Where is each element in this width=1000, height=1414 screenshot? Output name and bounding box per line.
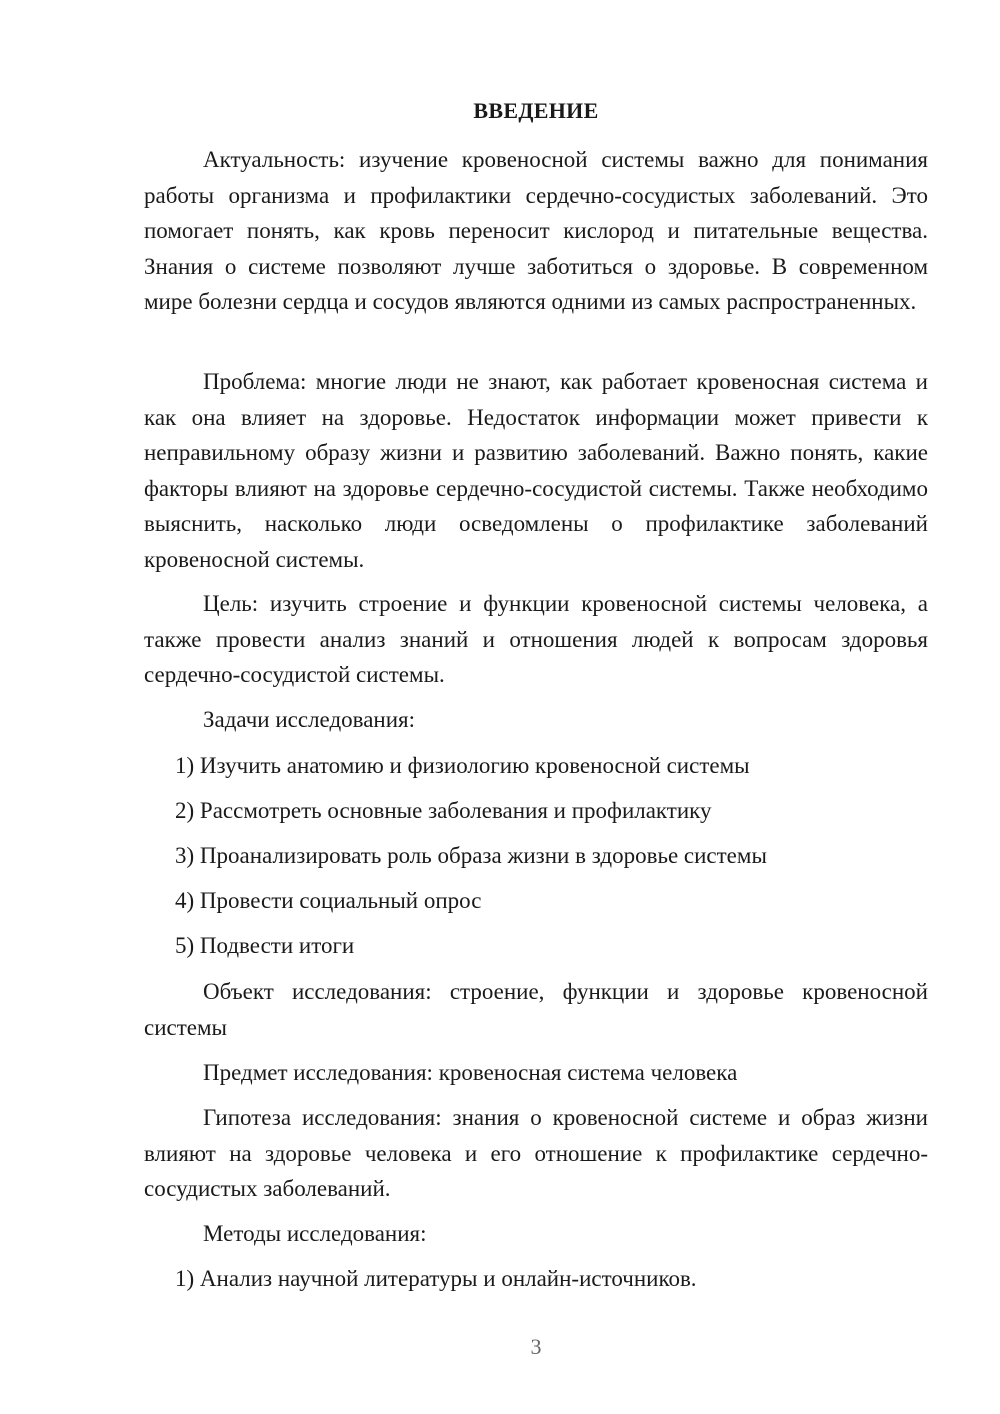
relevance-text: Актуальность: изучение кровеносной системы важно для понимания работы организма и профилактики сердечно-сосудистых заболеваний. Это помогает понять, как кровь переносит кислород и питательные вещества. Знания о системе позволяют лучше заботиться о здоровье. В современном мире болезни сердца и сосудов являются одними из самых распространенных. xyxy=(144,147,928,314)
problem-paragraph xyxy=(144,364,928,577)
method-item-1: 1) Анализ научной литературы и онлайн-источников. xyxy=(175,1266,697,1291)
tasks-heading-block xyxy=(144,702,928,738)
hypothesis-text: Гипотеза исследования: знания о кровеносной системе и образ жизни влияют на здоровье человека и его отношение к профилактике сердечно-сосудистых заболеваний. xyxy=(144,1105,928,1201)
method-item-1-block xyxy=(144,1261,928,1297)
tasks-heading: Задачи исследования: xyxy=(203,707,416,732)
goal-paragraph xyxy=(144,586,928,693)
hypothesis-paragraph xyxy=(144,1100,928,1207)
task-item-1: 1) Изучить анатомию и физиологию кровеносной системы xyxy=(175,753,750,778)
task-item-3: 3) Проанализировать роль образа жизни в здоровье системы xyxy=(175,843,767,868)
task-item-2: 2) Рассмотреть основные заболевания и профилактику xyxy=(175,798,712,823)
object-paragraph xyxy=(144,974,928,1045)
task-item-4-block xyxy=(144,883,928,919)
task-item-1-block xyxy=(144,748,928,784)
section-title: ВВЕДЕНИЕ xyxy=(473,98,599,123)
task-item-3-block xyxy=(144,838,928,874)
subject-paragraph xyxy=(144,1055,928,1091)
page-number: 3 xyxy=(530,1334,542,1359)
problem-text: Проблема: многие люди не знают, как работает кровеносная система и как она влияет на здоровье. Недостаток информации может привести к неправильному образу жизни и развитию заболеваний. Важно понять, какие факторы влияют на здоровье сердечно-сосудистой системы. Также необходимо выяснить, насколько люди осведомлены о профилактике заболеваний кровеносной системы. xyxy=(144,369,928,572)
goal-text: Цель: изучить строение и функции кровеносной системы человека, а также провести анализ знаний и отношения людей к вопросам здоровья сердечно-сосудистой системы. xyxy=(144,591,928,687)
task-item-5: 5) Подвести итоги xyxy=(175,933,355,958)
task-item-5-block xyxy=(144,928,928,964)
task-item-4: 4) Провести социальный опрос xyxy=(175,888,482,913)
methods-heading: Методы исследования: xyxy=(203,1221,427,1246)
methods-heading-block xyxy=(144,1216,928,1252)
subject-text: Предмет исследования: кровеносная система человека xyxy=(203,1060,738,1085)
relevance-paragraph xyxy=(144,142,928,320)
task-item-2-block xyxy=(144,793,928,829)
object-text: Объект исследования: строение, функции и здоровье кровеносной системы xyxy=(144,979,928,1040)
